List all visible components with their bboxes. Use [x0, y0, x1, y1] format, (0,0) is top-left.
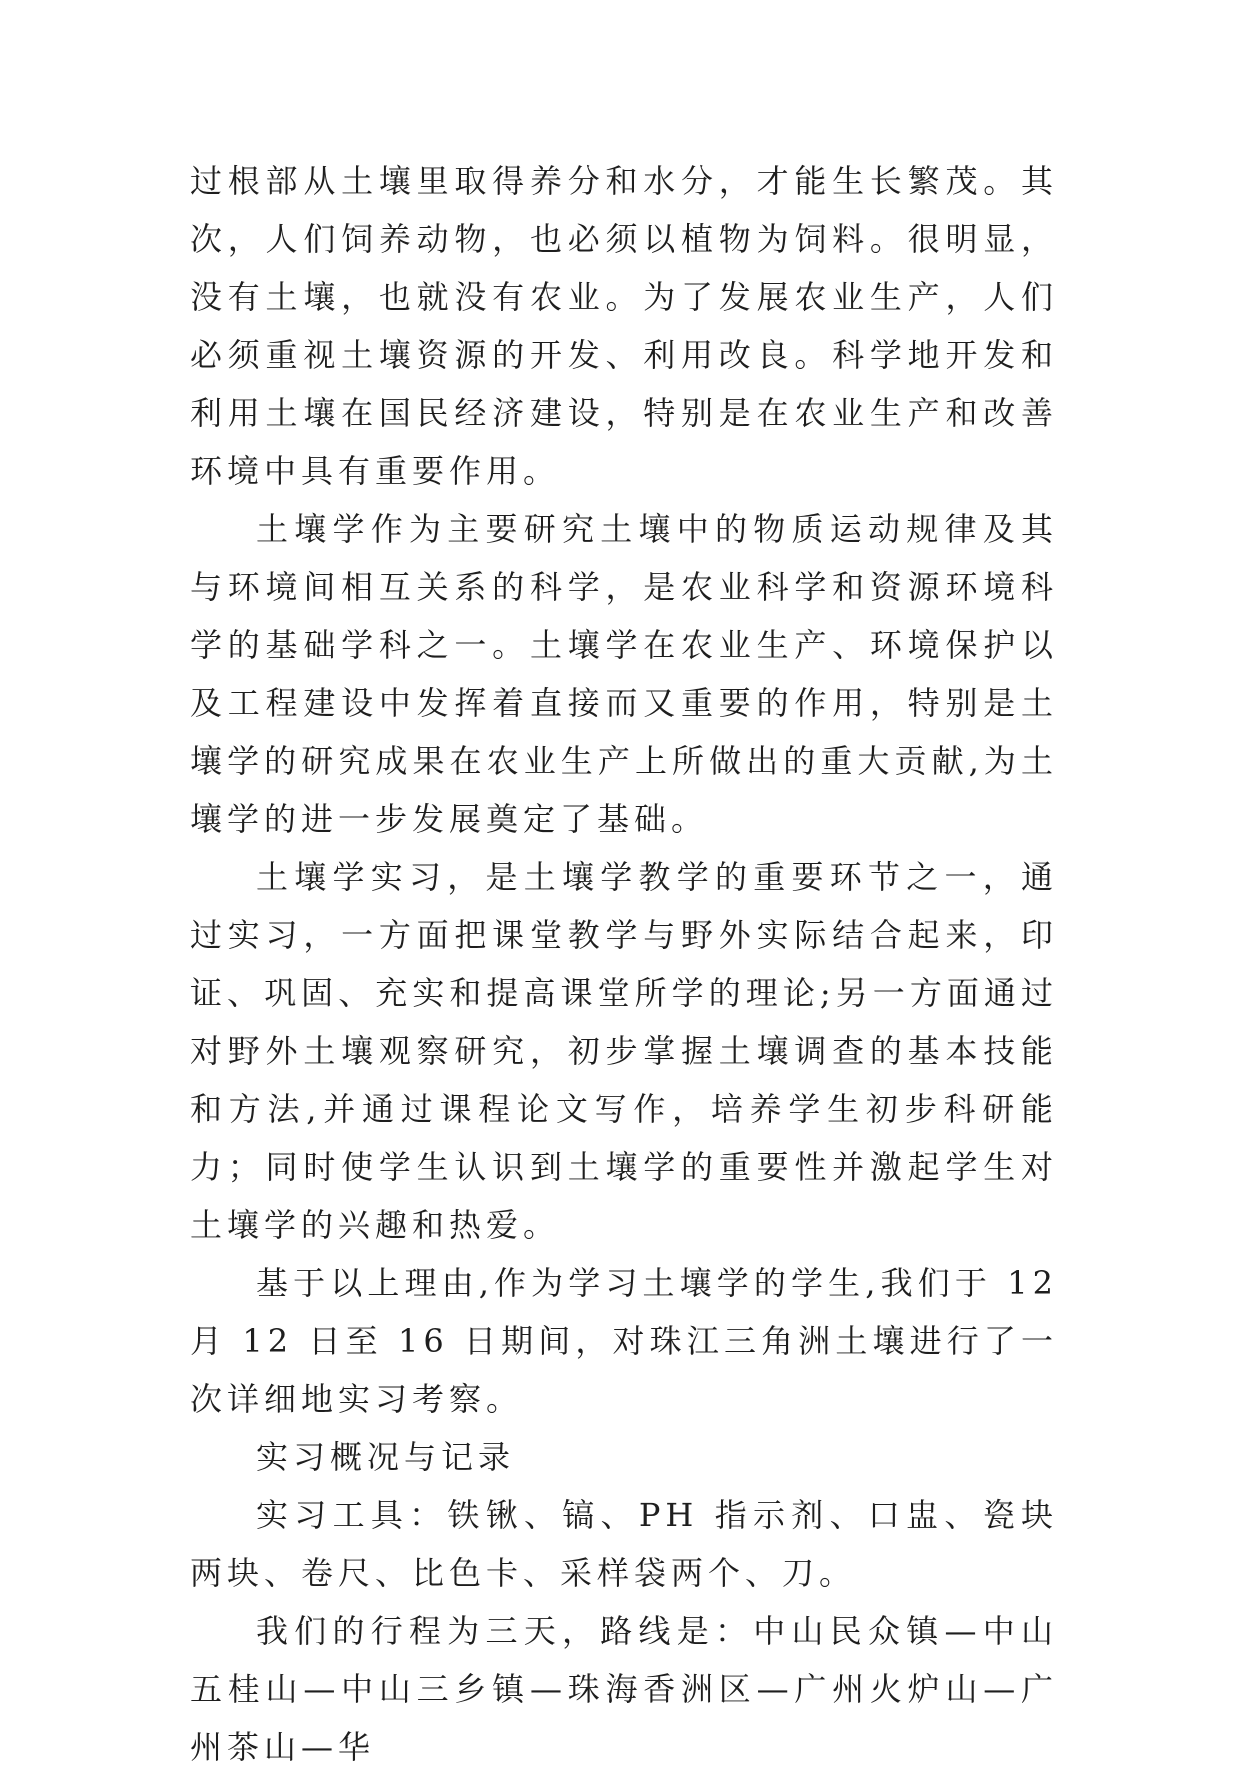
- paragraph-tools: 实习工具：铁锹、镐、PH 指示剂、口盅、瓷块两块、卷尺、比色卡、采样袋两个、刀。: [190, 1496, 1058, 1592]
- paragraph-route: 我们的行程为三天，路线是：中山民众镇—中山五桂山—中山三乡镇—珠海香洲区—广州火炉山—广州茶山—华: [190, 1612, 1058, 1766]
- section-heading: 实习概况与记录: [256, 1438, 516, 1476]
- paragraph-1: 过根部从土壤里取得养分和水分，才能生长繁茂。其次，人们饲养动物，也必须以植物为饲料。很明显，没有土壤，也就没有农业。为了发展农业生产，人们必须重视土壤资源的开发、利用改良。科学地开发和利用土壤在国民经济建设，特别是在农业生产和改善环境中具有重要作用。: [190, 162, 1058, 490]
- document-body: [190, 152, 1058, 1776]
- paragraph-2: 土壤学作为主要研究土壤中的物质运动规律及其与环境间相互关系的科学，是农业科学和资源环境科学的基础学科之一。土壤学在农业生产、环境保护以及工程建设中发挥着直接而又重要的作用，特别是土壤学的研究成果在农业生产上所做出的重大贡献,为土壤学的进一步发展奠定了基础。: [190, 510, 1058, 838]
- paragraph-3: 土壤学实习，是土壤学教学的重要环节之一，通过实习，一方面把课堂教学与野外实际结合起来，印证、巩固、充实和提高课堂所学的理论;另一方面通过对野外土壤观察研究，初步掌握土壤调查的基本技能和方法,并通过课程论文写作，培养学生初步科研能力；同时使学生认识到土壤学的重要性并激起学生对土壤学的兴趣和热爱。: [190, 858, 1058, 1244]
- paragraph-4: 基于以上理由,作为学习土壤学的学生,我们于 12 月 12 日至 16 日期间，对珠江三角洲土壤进行了一次详细地实习考察。: [190, 1264, 1058, 1418]
